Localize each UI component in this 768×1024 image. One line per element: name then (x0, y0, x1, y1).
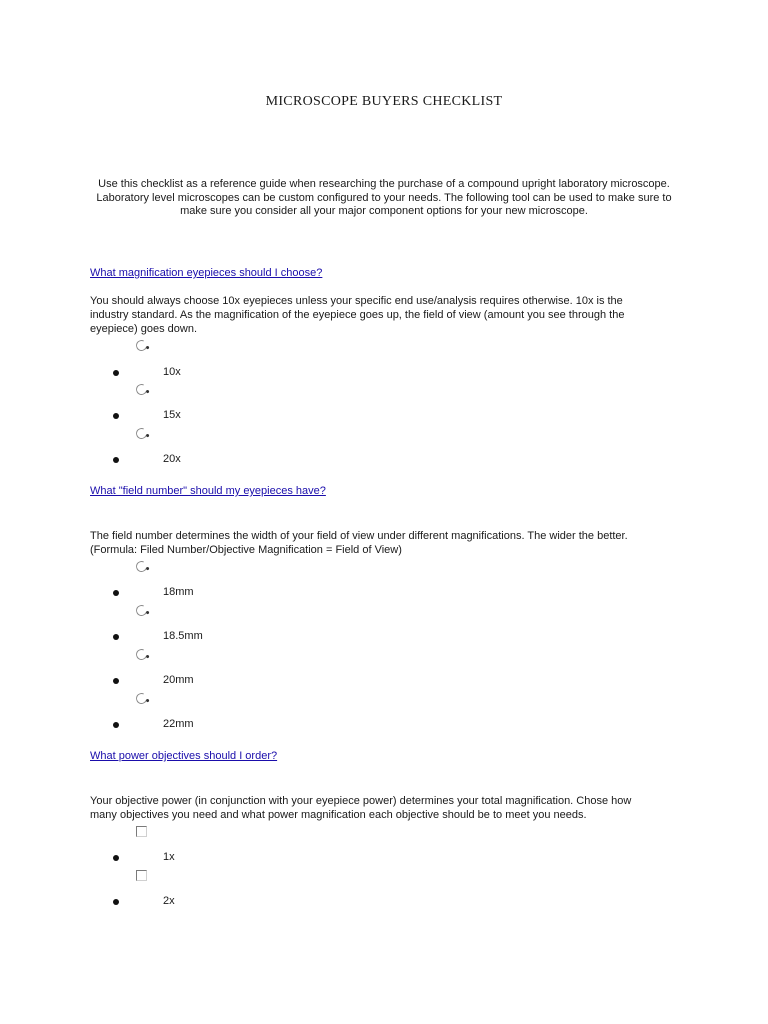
option-label-18-5mm: 18.5mm (163, 630, 203, 642)
checkbox-2x[interactable] (136, 870, 147, 881)
question-link-field-number[interactable]: What "field number" should my eyepieces have? (90, 485, 326, 497)
bullet-icon (113, 590, 119, 596)
intro-paragraph: Use this checklist as a reference guide when researching the purchase of a compound upright laboratory microscope. Laboratory level microscopes can be custom configured to your needs. The following tool can be used to make sure to make sure you consider all your major component options for your new microscope. (96, 178, 672, 217)
option-label-20mm: 20mm (163, 674, 194, 686)
option-label-15x: 15x (163, 409, 181, 421)
option-label-18mm: 18mm (163, 586, 194, 598)
radio-18-5mm[interactable] (134, 603, 148, 617)
bullet-icon (113, 370, 119, 376)
option-label-2x: 2x (163, 895, 175, 907)
checkbox-1x[interactable] (136, 826, 147, 837)
bullet-icon (113, 634, 119, 640)
option-label-10x: 10x (163, 366, 181, 378)
section-description-magnification: You should always choose 10x eyepieces unless your specific end use/analysis requires otherwise. 10x is the industry standard. As the magnification of the eyepiece goes up, the field of view (amount you see through the eyepiece) goes down. (90, 295, 625, 335)
radio-15x[interactable] (134, 382, 148, 396)
bullet-icon (113, 678, 119, 684)
page-title: MICROSCOPE BUYERS CHECKLIST (265, 94, 503, 109)
radio-22mm[interactable] (134, 691, 148, 705)
question-link-magnification[interactable]: What magnification eyepieces should I choose? (90, 267, 323, 279)
radio-10x[interactable] (134, 338, 148, 352)
radio-20x[interactable] (134, 426, 148, 440)
section-description-field-number: The field number determines the width of your field of view under different magnifications. The wider the better. (Formula: Filed Number/Objective Magnification = Field of View) (90, 530, 628, 556)
bullet-icon (113, 457, 119, 463)
radio-18mm[interactable] (134, 559, 148, 573)
bullet-icon (113, 855, 119, 861)
bullet-icon (113, 413, 119, 419)
question-link-objectives[interactable]: What power objectives should I order? (90, 750, 278, 762)
radio-20mm[interactable] (134, 647, 148, 661)
bullet-icon (113, 722, 119, 728)
section-description-objectives: Your objective power (in conjunction with your eyepiece power) determines your total magnification. Chose how many objectives you need and what power magnification each objective should be to meet you needs. (90, 795, 632, 821)
option-label-20x: 20x (163, 453, 181, 465)
bullet-icon (113, 899, 119, 905)
option-label-22mm: 22mm (163, 718, 194, 730)
option-label-1x: 1x (163, 851, 175, 863)
